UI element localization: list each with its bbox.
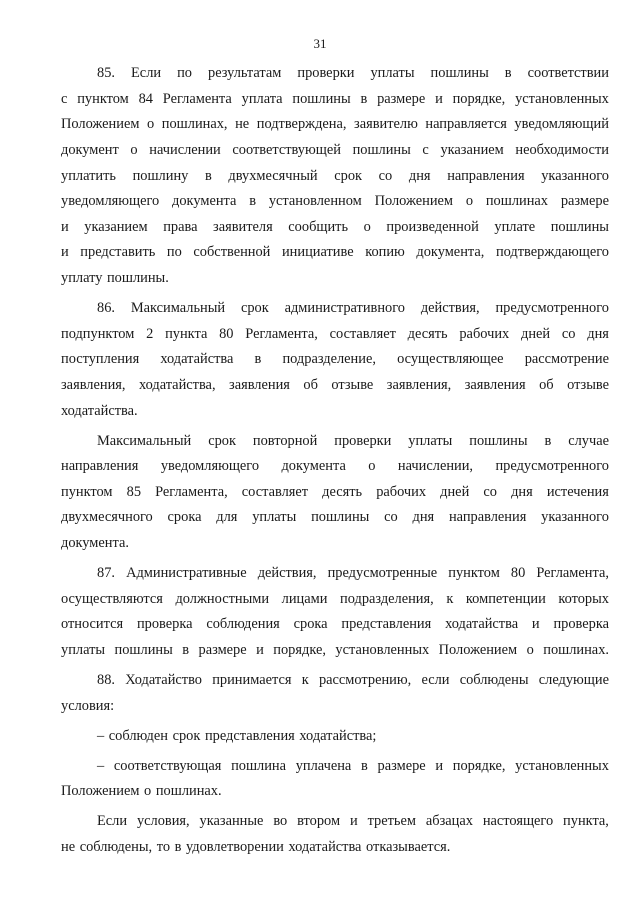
text-line: 87. Административные действия, предусмотренные пунктом 80 Регламента,: [97, 565, 609, 582]
text-line: с пунктом 84 Регламента уплата пошлины в размере и порядке, установленных: [61, 90, 609, 107]
paragraph-87: [61, 561, 609, 663]
text-line: документа.: [61, 534, 129, 551]
text-line: двухмесячного срока для уплаты пошлины со дня направления указанного: [61, 509, 609, 526]
text-line: документ о начислении соответствующей пошлины с указанием необходимости: [61, 142, 609, 159]
text-line: Максимальный срок повторной проверки уплаты пошлины в случае: [97, 432, 609, 449]
text-line: и указанием права заявителя сообщить о произведенной уплате пошлины: [61, 218, 609, 235]
text-line: уплатить пошлину в двухмесячный срок со дня направления указанного: [61, 167, 609, 184]
text-line: и представить по собственной инициативе копию документа, подтверждающего: [61, 244, 609, 261]
text-line: условия:: [61, 697, 115, 714]
condition-item-1: [61, 723, 609, 749]
text-line: пунктом 85 Регламента, составляет десять рабочих дней со дня истечения: [61, 483, 609, 500]
text-line: Если условия, указанные во втором и третьем абзацах настоящего пункта,: [97, 813, 609, 830]
paragraph-88-final: [61, 809, 609, 860]
paragraph-85: [61, 61, 609, 291]
text-line: не соблюдены, то в удовлетворении ходатайства отказывается.: [61, 839, 451, 856]
text-line: подпунктом 2 пункта 80 Регламента, составляет десять рабочих дней со дня: [61, 325, 609, 342]
text-line: – соблюден срок представления ходатайства;: [97, 727, 377, 744]
paragraph-88: [61, 668, 609, 719]
paragraph-86-second: [61, 428, 609, 556]
text-line: уплату пошлины.: [61, 270, 169, 287]
text-line: поступления ходатайства в подразделение, осуществляющее рассмотрение: [61, 351, 609, 368]
text-line: направления уведомляющего документа о начислении, предусмотренного: [61, 458, 609, 475]
page-number: 31: [313, 36, 327, 51]
text-line: Положением о пошлинах, не подтверждена, заявителю направляется уведомляющий: [61, 116, 609, 133]
text-line: уплаты пошлины в размере и порядке, установленных Положением о пошлинах.: [61, 641, 609, 658]
document-body: [61, 61, 609, 860]
text-line: Положением о пошлинах.: [61, 783, 222, 800]
text-line: 88. Ходатайство принимается к рассмотрению, если соблюдены следующие: [97, 671, 609, 688]
text-line: относится проверка соблюдения срока представления ходатайства и проверка: [61, 616, 609, 633]
text-line: уведомляющего документа в установленном Положением о пошлинах размере: [61, 193, 609, 210]
text-line: ходатайства.: [61, 402, 138, 419]
text-line: 86. Максимальный срок административного действия, предусмотренного: [97, 300, 609, 317]
text-line: – соответствующая пошлина уплачена в размере и порядке, установленных: [97, 757, 609, 774]
text-line: 85. Если по результатам проверки уплаты пошлины в соответствии: [97, 65, 609, 82]
text-line: осуществляются должностными лицами подразделения, к компетенции которых: [61, 590, 609, 607]
text-line: заявления, ходатайства, заявления об отзыве заявления, заявления об отзыве: [61, 376, 609, 393]
condition-item-2: [61, 753, 609, 804]
paragraph-86: [61, 296, 609, 424]
